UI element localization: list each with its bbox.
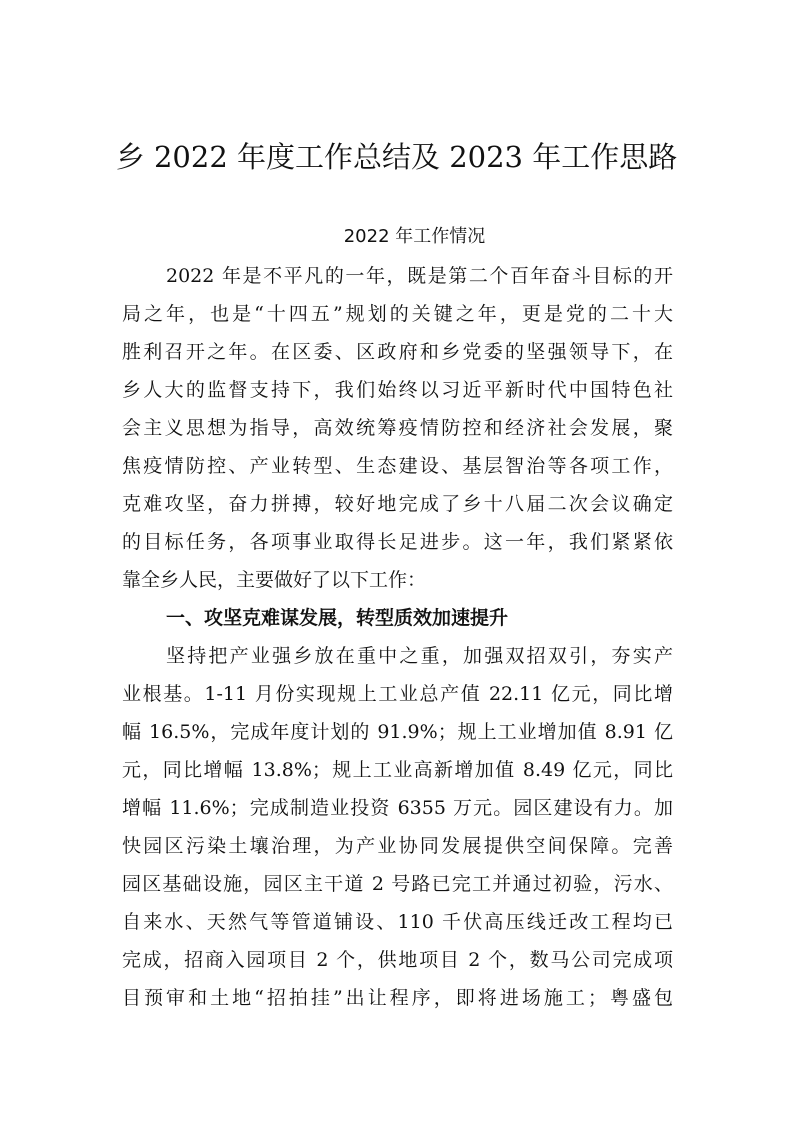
paragraph-line: 幅 16.5%，完成年度计划的 91.9%；规上工业增加值 8.91 亿 (122, 721, 673, 743)
paragraph-line: 业根基。1-11 月份实现规上工业总产值 22.11 亿元，同比增 (122, 683, 673, 705)
paragraph-line: 会主义思想为指导，高效统筹疫情防控和经济社会发展，聚 (122, 417, 673, 439)
paragraph-line: 完成，招商入园项目 2 个，供地项目 2 个，数马公司完成项 (122, 949, 673, 971)
paragraph-line: 胜利召开之年。在区委、区政府和乡党委的坚强领导下，在 (122, 341, 673, 363)
paragraph-line: 增幅 11.6%；完成制造业投资 6355 万元。园区建设有力。加 (122, 797, 673, 819)
paragraph-line: 乡人大的监督支持下，我们始终以习近平新时代中国特色社 (122, 379, 673, 401)
paragraph-line: 坚持把产业强乡放在重中之重，加强双招双引，夯实产 (166, 645, 673, 667)
paragraph-line: 克难攻坚，奋力拼搏，较好地完成了乡十八届二次会议确定 (122, 493, 673, 515)
paragraph-line: 焦疫情防控、产业转型、生态建设、基层智治等各项工作， (122, 455, 673, 477)
document-body (122, 257, 673, 1017)
paragraph-line: 目预审和土地“招拍挂”出让程序，即将进场施工；粤盛包 (122, 987, 673, 1009)
paragraph-line: 局之年，也是“十四五”规划的关键之年，更是党的二十大 (122, 303, 673, 325)
paragraph-line: 的目标任务，各项事业取得长足进步。这一年，我们紧紧依 (122, 531, 673, 553)
paragraph-line: 园区基础设施，园区主干道 2 号路已完工并通过初验，污水、 (122, 873, 673, 895)
paragraph-line: 快园区污染土壤治理，为产业协同发展提供空间保障。完善 (122, 835, 673, 857)
paragraph-line: 2022 年是不平凡的一年，既是第二个百年奋斗目标的开 (166, 265, 673, 287)
section-title: 2022 年工作情况 (343, 226, 486, 247)
paragraph-line: 靠全乡人民，主要做好了以下工作： (122, 569, 427, 591)
paragraph-line: 自来水、天然气等管道铺设、110 千伏高压线迁改工程均已 (122, 911, 673, 933)
paragraph-line: 元，同比增幅 13.8%；规上工业高新增加值 8.49 亿元，同比 (122, 759, 673, 781)
section-heading: 一、攻坚克难谋发展，转型质效加速提升 (166, 607, 509, 629)
document-title: 乡 2022 年度工作总结及 2023 年工作思路 (115, 140, 678, 174)
